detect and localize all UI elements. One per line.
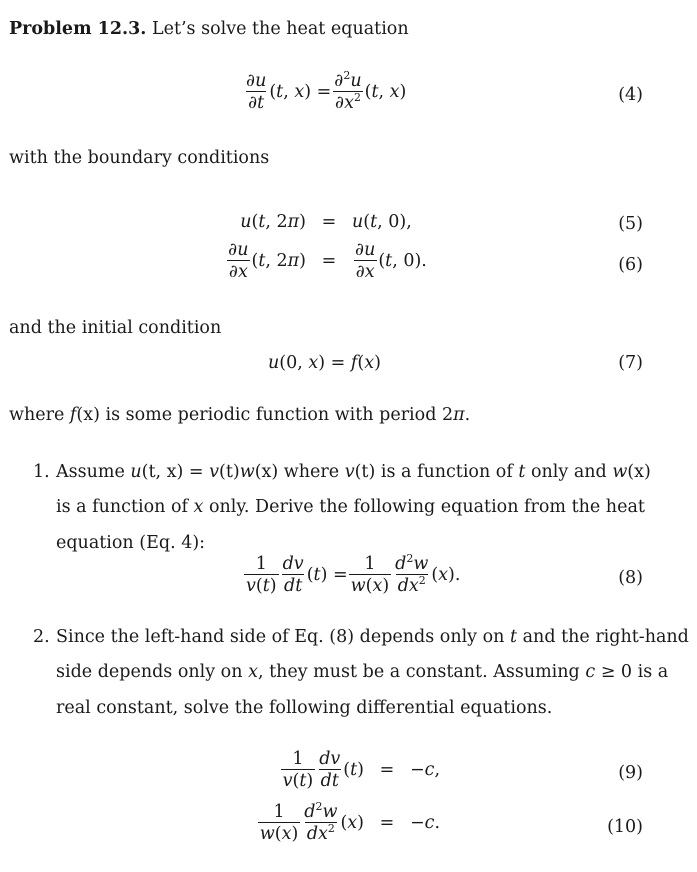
item2-line1: Since the left-hand side of Eq. (8) depends only on t and the right-hand <box>56 627 689 647</box>
eq-number-4: (4) <box>618 85 643 105</box>
equation-6: $\frac{\partial u}{\partial x}$ (t, 2π) = $\frac{\partial u}{\partial x}$ (t, 0). <box>228 240 427 283</box>
list-item-number-2: 2. <box>33 627 50 647</box>
eq-number-10: (10) <box>607 817 643 837</box>
item1-line1: Assume u(t, x) = v(t)w(x) where v(t) is a function of t only and w(x) <box>56 462 651 482</box>
equation-9: $\frac{1}{v(t)}$ $\frac{dv}{dt}$ (t) = −c, <box>282 749 441 792</box>
eq-number-8: (8) <box>618 568 643 588</box>
text-periodic-function: where f(x) is some periodic function with period 2π. <box>9 405 471 425</box>
eq-number-5: (5) <box>618 214 643 234</box>
text-boundary-conditions: with the boundary conditions <box>9 148 270 168</box>
equation-7: u(0, x) = f(x) <box>268 353 381 373</box>
problem-intro: Let’s solve the heat equation <box>151 19 409 39</box>
item2-line3: real constant, solve the following differential equations. <box>56 698 553 718</box>
equation-4: $\frac{\partial u}{\partial t}$ (t, x) = $\frac{\partial^2u}{\partial x^2}$ (t, x) <box>246 69 407 114</box>
item1-line2: is a function of x only. Derive the following equation from the heat <box>56 497 645 517</box>
list-item-number-1: 1. <box>33 462 50 482</box>
text-initial-condition: and the initial condition <box>9 318 222 338</box>
equation-10: $\frac{1}{w(x)}$ $\frac{d^2w}{dx^2}$ (x) = −c. <box>259 800 441 845</box>
eq-number-9: (9) <box>618 763 643 783</box>
problem-header <box>9 19 409 39</box>
problem-label: Problem 12.3. <box>9 19 147 39</box>
eq-number-7: (7) <box>618 353 643 373</box>
item2-line2: side depends only on x, they must be a constant. Assuming c ≥ 0 is a <box>56 662 669 682</box>
equation-5: u ( t , 2 π ) = u(t, 0), <box>240 212 412 232</box>
eq-number-6: (6) <box>618 255 643 275</box>
item1-line3: equation (Eq. 4): <box>56 533 206 553</box>
equation-8: $\frac{1}{v(t)}$ $\frac{dv}{dt}$ (t) = $\frac{1}{w(x)}$ $\frac{d^2w}{dx^2}$ (x). <box>246 552 461 597</box>
